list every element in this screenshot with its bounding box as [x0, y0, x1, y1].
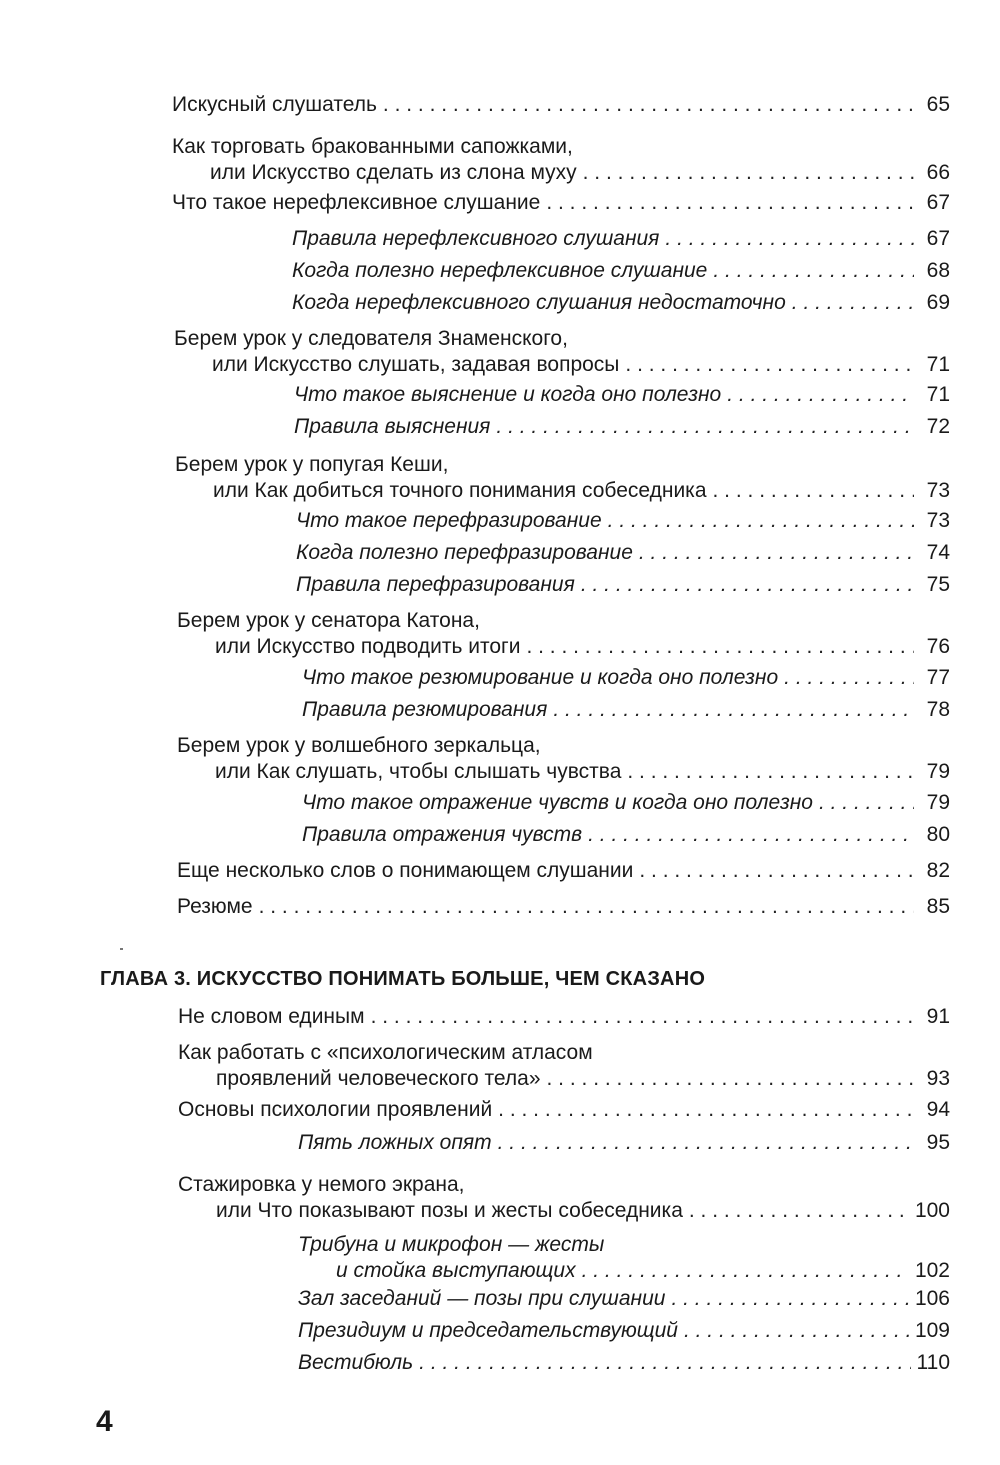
- toc-entry-page: 110: [916, 1351, 950, 1374]
- dot-leader: [727, 382, 914, 408]
- dot-leader: [546, 190, 914, 216]
- dot-leader: [526, 634, 914, 660]
- toc-entry-title: или Как слушать, чтобы слышать чувства: [215, 760, 622, 783]
- toc-entry-title: Не словом единым: [178, 1005, 365, 1028]
- dot-leader: [713, 258, 914, 284]
- toc-entry: [298, 1350, 950, 1376]
- toc-entry-title: Как торговать бракованными сапожками,: [172, 135, 573, 158]
- dot-leader: [371, 1004, 914, 1030]
- dot-leader: [383, 92, 914, 118]
- toc-entry: [177, 608, 950, 660]
- toc-entry-page: 100: [914, 1199, 950, 1222]
- toc-entry-title: Стажировка у немого экрана,: [178, 1173, 465, 1196]
- toc-entry-title: Трибуна и микрофон — жесты: [298, 1233, 605, 1256]
- toc-entry: [174, 326, 950, 378]
- toc-entry: [294, 414, 950, 440]
- toc-entry: [296, 572, 950, 598]
- toc-entry-title: Правила перефразирования: [296, 573, 575, 596]
- toc-entry-title: Когда полезно перефразирование: [296, 541, 633, 564]
- dot-leader: [625, 352, 914, 378]
- toc-entry-title: Еще несколько слов о понимающем слушании: [177, 859, 634, 882]
- dot-leader: [547, 1066, 914, 1092]
- toc-entry-page: 95: [926, 1131, 950, 1154]
- toc-entry-page: 94: [926, 1098, 950, 1121]
- toc-entry-page: 71: [926, 383, 950, 406]
- toc-entry-title: или Искусство слушать, задавая вопросы: [212, 353, 620, 376]
- toc-entry-page: 106: [914, 1287, 950, 1310]
- toc-entry-page: 69: [926, 291, 950, 314]
- scan-speck: [120, 948, 123, 950]
- toc-entry-page: 109: [914, 1319, 950, 1342]
- toc-entry: [302, 697, 950, 723]
- toc-entry: [298, 1318, 950, 1344]
- toc-entry-title: или Что показывают позы и жесты собеседника: [216, 1199, 683, 1222]
- toc-entry-title: Правила нерефлексивного слушания: [292, 227, 660, 250]
- toc-entry-page: 68: [926, 259, 950, 282]
- toc-entry: [177, 858, 950, 884]
- toc-entry-page: 71: [926, 353, 950, 376]
- page-number: 4: [96, 1405, 113, 1438]
- dot-leader: [689, 1198, 909, 1224]
- dot-leader: [419, 1350, 910, 1376]
- dot-leader: [665, 226, 914, 252]
- dot-leader: [792, 290, 914, 316]
- toc-entry-title: Что такое отражение чувств и когда оно полезно: [302, 791, 813, 814]
- dot-leader: [553, 697, 914, 723]
- toc-entry: [296, 508, 950, 534]
- toc-entry: [172, 134, 950, 186]
- toc-entry-page: 93: [926, 1067, 950, 1090]
- toc-entry-title: Президиум и председательствующий: [298, 1319, 678, 1342]
- toc-entry-page: 79: [926, 791, 950, 814]
- toc-entry-page: 74: [926, 541, 950, 564]
- toc-entry-page: 67: [926, 191, 950, 214]
- dot-leader: [259, 894, 914, 920]
- toc-entry-title: и стойка выступающих: [336, 1259, 576, 1282]
- toc-entry-title: Что такое выяснение и когда оно полезно: [294, 383, 722, 406]
- toc-entry: [177, 894, 950, 920]
- toc-entry-title: или Как добиться точного понимания собеседника: [213, 479, 707, 502]
- toc-entry-title: Что такое нерефлексивное слушание: [172, 191, 541, 214]
- toc-entry-title: Вестибюль: [298, 1351, 414, 1374]
- toc-entry-page: 77: [926, 666, 950, 689]
- toc-entry-page: 73: [926, 509, 950, 532]
- toc-entry-title: Что такое перефразирование: [296, 509, 602, 532]
- toc-entry: [175, 452, 950, 504]
- toc-entry-title: Основы психологии проявлений: [178, 1098, 493, 1121]
- toc-entry-title: или Искусство сделать из слона муху: [210, 161, 577, 184]
- toc-entry-title: Что такое резюмирование и когда оно полезно: [302, 666, 779, 689]
- toc-entry-title: Зал заседаний — позы при слушании: [298, 1287, 666, 1310]
- toc-entry: [292, 258, 950, 284]
- toc-entry: [292, 226, 950, 252]
- toc-entry-page: 75: [926, 573, 950, 596]
- toc-entry: [178, 1040, 950, 1092]
- toc-entry-page: 67: [926, 227, 950, 250]
- toc-entry-title: Резюме: [177, 895, 253, 918]
- dot-leader: [639, 858, 914, 884]
- toc-entry-page: 78: [926, 698, 950, 721]
- dot-leader: [784, 665, 914, 691]
- toc-entry: [177, 733, 950, 785]
- toc-entry-title: Берем урок у попугая Кеши,: [175, 453, 449, 476]
- toc-entry: [302, 665, 950, 691]
- dot-leader: [496, 414, 914, 440]
- toc-entry-title: Пять ложных опят: [298, 1131, 492, 1154]
- toc-entry-title: Правила выяснения: [294, 415, 491, 438]
- toc-entry: [302, 790, 950, 816]
- toc-entry: [292, 290, 950, 316]
- toc-entry: [298, 1286, 950, 1312]
- toc-entry: [302, 822, 950, 848]
- toc-entry-page: 82: [926, 859, 950, 882]
- dot-leader: [627, 759, 914, 785]
- toc-entry-title: Искусный слушатель: [172, 93, 377, 116]
- toc-entry-title: или Искусство подводить итоги: [215, 635, 521, 658]
- toc-entry-page: 73: [926, 479, 950, 502]
- toc-entry: [178, 1097, 950, 1123]
- dot-leader: [684, 1318, 909, 1344]
- toc-entry-title: Берем урок у следователя Знаменского,: [174, 327, 568, 350]
- toc-entry-page: 91: [926, 1005, 950, 1028]
- toc-entry: [298, 1232, 950, 1284]
- toc-entry: [178, 1004, 950, 1030]
- toc-entry-page: 66: [926, 161, 950, 184]
- dot-leader: [498, 1130, 914, 1156]
- toc-entry-title: Правила резюмирования: [302, 698, 548, 721]
- dot-leader: [639, 540, 914, 566]
- toc-entry-title: Когда нерефлексивного слушания недостаточно: [292, 291, 786, 314]
- toc-entry-page: 85: [926, 895, 950, 918]
- toc-entry-title: Как работать с «психологическим атласом: [178, 1041, 593, 1064]
- toc-entry-title: проявлений человеческого тела»: [216, 1067, 541, 1090]
- dot-leader: [608, 508, 914, 534]
- toc-entry-title: Берем урок у волшебного зеркальца,: [177, 734, 541, 757]
- dot-leader: [583, 160, 914, 186]
- toc-entry-page: 80: [926, 823, 950, 846]
- toc-entry: [178, 1172, 950, 1224]
- toc-entry-title: Когда полезно нерефлексивное слушание: [292, 259, 708, 282]
- dot-leader: [713, 478, 914, 504]
- dot-leader: [819, 790, 914, 816]
- dot-leader: [588, 822, 914, 848]
- toc-entry: [298, 1130, 950, 1156]
- toc-entry-title: Берем урок у сенатора Катона,: [177, 609, 480, 632]
- dot-leader: [582, 1258, 909, 1284]
- toc-entry-page: 102: [914, 1259, 950, 1282]
- toc-entry-page: 76: [926, 635, 950, 658]
- toc-entry-page: 72: [926, 415, 950, 438]
- toc-entry-page: 79: [926, 760, 950, 783]
- toc-entry: [172, 92, 950, 118]
- chapter-heading: ГЛАВА 3. ИСКУССТВО ПОНИМАТЬ БОЛЬШЕ, ЧЕМ СКАЗАНО: [100, 968, 706, 990]
- dot-leader: [498, 1097, 914, 1123]
- toc-entry: [172, 190, 950, 216]
- toc-entry: [296, 540, 950, 566]
- dot-leader: [671, 1286, 908, 1312]
- dot-leader: [581, 572, 914, 598]
- toc-entry-page: 65: [926, 93, 950, 116]
- toc-entry: [294, 382, 950, 408]
- toc-entry-title: Правила отражения чувств: [302, 823, 583, 846]
